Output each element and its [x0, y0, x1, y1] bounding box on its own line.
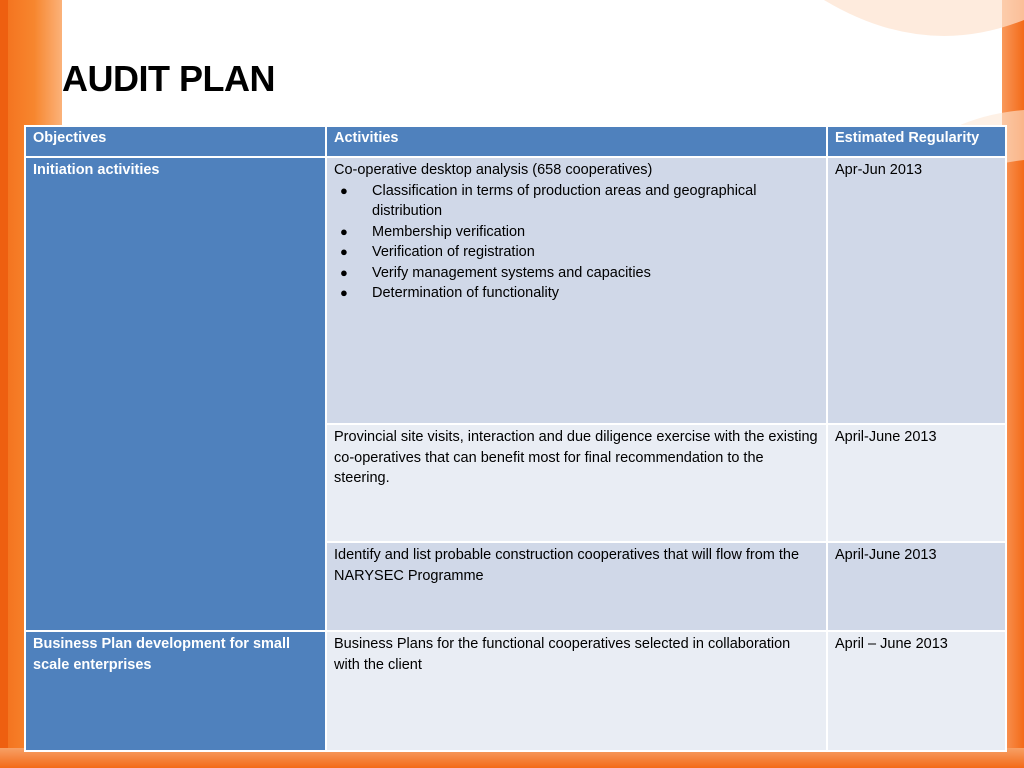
bullet-dot-icon: ●: [340, 264, 348, 280]
table-header-row: [25, 126, 1006, 157]
bullet-dot-icon: ●: [340, 182, 348, 198]
bullet-item: ● Verification of registration: [334, 242, 819, 263]
bullet-dot-icon: ●: [340, 223, 348, 239]
activity-cell: Provincial site visits, interaction and due diligence exercise with the existing co-operatives that can benefit most for final recommendation to the steering.: [326, 424, 827, 542]
bullet-dot-icon: ●: [340, 244, 348, 259]
table-row: [25, 631, 1006, 751]
activity-cell: Business Plans for the functional cooperatives selected in collaboration with the client: [326, 631, 827, 751]
header-estimated-regularity: Estimated Regularity: [827, 126, 1006, 157]
bullet-item: ● Classification in terms of production areas and geographical distribution: [340, 182, 757, 219]
bullet-item: ● Determination of functionality: [334, 283, 819, 304]
bullet-dot-icon: ●: [340, 285, 348, 300]
audit-plan-table: [24, 125, 1007, 752]
objective-business-plan: Business Plan development for small scale enterprises: [25, 631, 326, 751]
table-row: [25, 157, 1006, 424]
header-objectives: Objectives: [25, 126, 326, 157]
objective-initiation-activities: Initiation activities: [25, 157, 326, 631]
bullet-item: ● Verify management systems and capacities: [334, 263, 819, 284]
regularity-cell: April-June 2013: [827, 542, 1006, 631]
activity-cell: Identify and list probable construction cooperatives that will flow from the NARYSEC Programme: [326, 542, 827, 631]
regularity-cell: Apr-Jun 2013: [827, 157, 1006, 424]
activity-cell: [326, 157, 827, 424]
activity-bullet-list: [334, 181, 819, 304]
header-activities: Activities: [326, 126, 827, 157]
regularity-cell: April – June 2013: [827, 631, 1006, 751]
bullet-item: ● Membership verification: [334, 222, 819, 243]
regularity-cell: April-June 2013: [827, 424, 1006, 542]
left-orange-edge: [0, 0, 8, 768]
slide-title: AUDIT PLAN: [62, 58, 275, 99]
activity-lead-text: Co-operative desktop analysis (658 cooperatives): [334, 162, 653, 178]
